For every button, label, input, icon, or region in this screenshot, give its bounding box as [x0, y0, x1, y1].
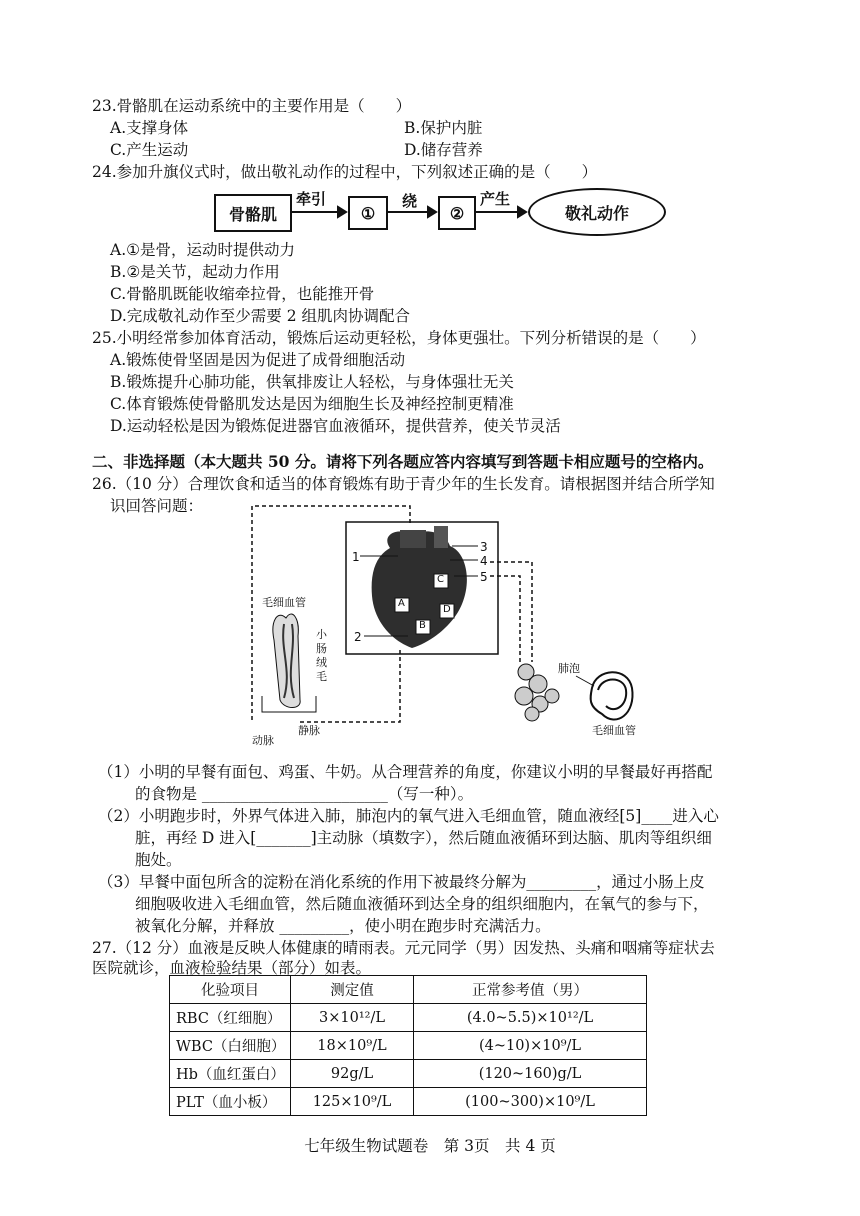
q25-option-d: D.运动轻松是因为锻炼促进器官血液循环，提供营养，使关节灵活 — [110, 417, 561, 435]
heart-chamber-c: C — [437, 574, 444, 585]
table-header-row — [170, 976, 647, 1004]
q26-part2-line3: 胞处。 — [135, 851, 182, 869]
heart-label-1: 1 — [352, 550, 360, 564]
q24-option-b: B.②是关节，起动力作用 — [110, 263, 280, 281]
heart-chamber-b: B — [419, 620, 426, 631]
q24-option-c: C.骨骼肌既能收缩牵拉骨，也能推开骨 — [110, 285, 375, 303]
label-capillary-alveolus: 毛细血管 — [592, 724, 636, 737]
table-header: 正常参考值（男） — [414, 976, 647, 1004]
heart-label-2: 2 — [354, 630, 362, 644]
table-cell: (100~300)×10⁹/L — [414, 1088, 647, 1116]
table-cell: (4.0~5.5)×10¹²/L — [414, 1004, 647, 1032]
q26-part3-line1: （3）早餐中面包所含的淀粉在消化系统的作用下被最终分解为_________，通过小肠上皮 — [98, 873, 705, 891]
q26-stem-line1: 26.（10 分）合理饮食和适当的体育锻炼有助于青少年的生长发育。请根据图并结合所学知 — [92, 475, 715, 493]
q25-stem: 25.小明经常参加体育活动，锻炼后运动更轻松，身体更强壮。下列分析错误的是（ ） — [92, 329, 706, 347]
q26-part2-line2: 脏，再经 D 进入[_______]主动脉（填数字），然后随血液循环到达脑、肌肉等组织细 — [135, 829, 712, 847]
flow-box-2: ② — [438, 196, 476, 230]
section-2-heading: 二、非选择题（本大题共 50 分。请将下列各题应答内容填写到答题卡相应题号的空格内。 — [92, 452, 714, 471]
q24-stem: 24.参加升旗仪式时，做出敬礼动作的过程中，下列叙述正确的是（ ） — [92, 163, 598, 181]
table-cell: (120~160)g/L — [414, 1060, 647, 1088]
flow-box-skeletal-muscle: 骨骼肌 — [214, 194, 292, 232]
flow-label-pull: 牵引 — [296, 190, 327, 208]
label-vein: 静脉 — [298, 724, 320, 737]
flow-ellipse-salute: 敬礼动作 — [528, 188, 666, 236]
q23-option-b: B.保护内脏 — [404, 119, 483, 137]
heart-label-5: 5 — [480, 570, 488, 584]
table-row — [170, 1032, 647, 1060]
q25-option-a: A.锻炼使骨坚固是因为促进了成骨细胞活动 — [110, 351, 406, 369]
table-cell: 18×10⁹/L — [291, 1032, 414, 1060]
page-footer: 七年级生物试题卷 第 3页 共 4 页 — [304, 1137, 556, 1155]
q24-flowchart — [212, 186, 672, 238]
q23-option-c: C.产生运动 — [110, 141, 189, 159]
flow-box-1: ① — [348, 196, 388, 230]
q26-circulation-figure — [240, 500, 690, 752]
table-cell: RBC（红细胞） — [170, 1004, 291, 1032]
q24-option-a: A.①是骨，运动时提供动力 — [110, 241, 296, 259]
q26-part2-line1: （2）小明跑步时，外界气体进入肺，肺泡内的氧气进入毛细血管，随血液经[5]____进入心 — [98, 807, 719, 825]
q27-stem-line2: 医院就诊，血液检验结果（部分）如表。 — [92, 959, 372, 977]
table-row — [170, 1060, 647, 1088]
q24-option-d: D.完成敬礼动作至少需要 2 组肌肉协调配合 — [110, 307, 411, 325]
heart-chamber-d: D — [443, 604, 451, 615]
q26-part3-line2: 细胞吸收进入毛细血管，然后随血液循环到达全身的组织细胞内，在氧气的参与下， — [135, 895, 709, 913]
table-header: 化验项目 — [170, 976, 291, 1004]
q26-part3-line3: 被氧化分解，并释放 _________，使小明在跑步时充满活力。 — [135, 917, 551, 935]
table-cell: 125×10⁹/L — [291, 1088, 414, 1116]
label-artery: 动脉 — [252, 734, 274, 747]
table-cell: PLT（血小板） — [170, 1088, 291, 1116]
q26-part1-line1: （1）小明的早餐有面包、鸡蛋、牛奶。从合理营养的角度，你建议小明的早餐最好再搭配 — [98, 763, 713, 781]
q25-option-b: B.锻炼提升心肺功能，供氧排废让人轻松，与身体强壮无关 — [110, 373, 514, 391]
table-header: 测定值 — [291, 976, 414, 1004]
table-cell: 3×10¹²/L — [291, 1004, 414, 1032]
q26-stem-line2: 识回答问题： — [110, 497, 204, 515]
q27-stem-line1: 27.（12 分）血液是反映人体健康的晴雨表。元元同学（男）因发热、头痛和咽痛等症状去 — [92, 939, 715, 957]
q26-part1-line2: 的食物是 ________________________（写一种）。 — [135, 785, 474, 803]
heart-label-4: 4 — [480, 554, 488, 568]
heart-label-3: 3 — [480, 540, 488, 554]
table-row — [170, 1004, 647, 1032]
blood-test-table — [169, 975, 647, 1116]
table-cell: (4~10)×10⁹/L — [414, 1032, 647, 1060]
heart-chamber-a: A — [398, 598, 405, 609]
label-capillary-villus: 毛细血管 — [262, 596, 306, 609]
q23-option-d: D.储存营养 — [404, 141, 483, 159]
table-row — [170, 1088, 647, 1116]
flow-label-produce: 产生 — [480, 190, 511, 208]
q23-stem: 23.骨骼肌在运动系统中的主要作用是（ ） — [92, 97, 412, 115]
q23-option-a: A.支撑身体 — [110, 119, 189, 137]
q25-option-c: C.体育锻炼使骨骼肌发达是因为细胞生长及神经控制更精准 — [110, 395, 514, 413]
table-cell: Hb（血红蛋白） — [170, 1060, 291, 1088]
table-cell: 92g/L — [291, 1060, 414, 1088]
table-cell: WBC（白细胞） — [170, 1032, 291, 1060]
label-alveolus: 肺泡 — [558, 662, 580, 675]
label-small-intestine-villus: 小肠绒毛 — [316, 628, 327, 683]
flow-label-around: 绕 — [402, 192, 418, 210]
